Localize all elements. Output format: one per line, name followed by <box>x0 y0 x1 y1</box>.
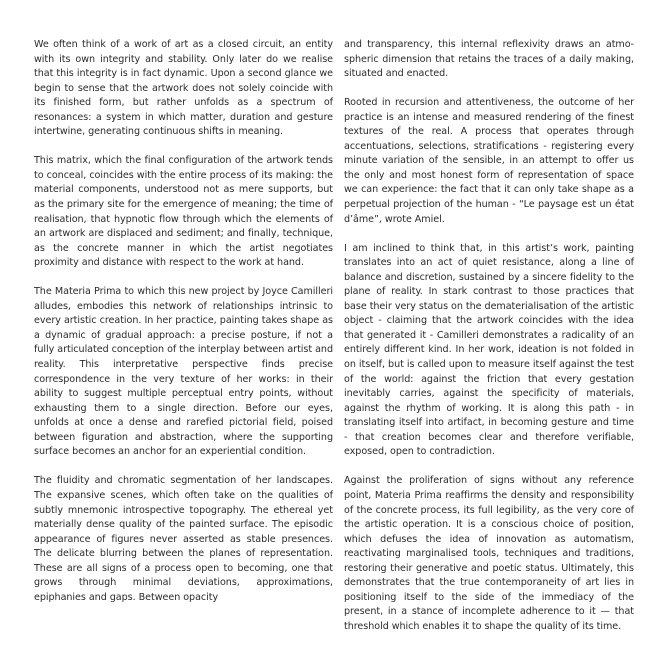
paragraph-materia-prima: The Materia Prima to which this new project by Joyce Camilleri alludes, embodies this network of relationships intrinsic to every artistic creation. In her practice, painting takes shape as a dynamic of gradual approach: a precise posture, if not a fully articulated conception of the interplay between artist and reality. This interpretative perspective finds precise correspondence in the very texture of her works: in their ability to suggest multiple perceptual entry points, without exhausting them to a single direction. Before our eyes, unfolds at once a dense and rarefied pictorial field, poised between figuration and abstraction, where the supporting surface becomes an anchor for an experiential condition. <box>34 286 333 458</box>
paragraph-transparency: and transparency, this internal reflexivity draws an atmospheric dimension that retains the traces of a daily making, situated and enacted. <box>344 39 634 80</box>
paragraph-quiet-resistance: I am inclined to think that, in this artist’s work, painting translates into an act of quiet resistance, along a line of balance and discretion, sustained by a sincere fidelity to the plane of reality. In stark contrast to those practices that base their very status on the dematerialisation of the artistic object - claiming that the artwork coincides with the idea that generated it - Camilleri demonstrates a radicality of an entirely different kind. In her work, ideation is not folded in on itself, but is called upon to measure itself against the test of the world: against the friction that every gestation inevitably carries, against the specificity of materials, against the rhythm of working. It is along this path - in translating itself into artifact, in becoming gesture and time - that creation becomes clear and therefore verifiable, exposed, open to contradiction. <box>344 242 634 458</box>
paragraph-matrix: This matrix, which the final configuration of the artwork tends to conceal, coincides with the entire process of its making: the material components, understood not as mere supports, but as the primary site for the emergence of meaning; the time of realisation, that hypnotic flow through which the elements of an artwork are displaced and sediment; and finally, technique, as the concrete manner in which the artist negotiates proximity and distance with respect to the work at hand. <box>34 155 333 269</box>
paragraph-recursion: Rooted in recursion and attentiveness, the outcome of her practice is an intense and measured rendering of the finest textures of the real. A process that operates through accentuations, selections, stratifications - registering every minute variation of the sensible, in an attempt to offer us the only and most honest form of representation of space we can experience: the fact that it can only take shape as a perpetual projection of the human - “Le paysage est un état d’âme”, wrote Amiel. <box>344 97 634 225</box>
paragraph-artwork-closed-circuit: We often think of a work of art as a closed circuit, an entity with its own integrity and stability. Only later do we realise that this integrity is in fact dynamic. Upon a second glance we begin to sense that the artwork does not solely coincide with its finished form, but rather unfolds as a spectrum of resonances: a system in which matter, duration and gesture intertwine, generating continuous shifts in meaning. <box>34 39 333 138</box>
right-text-column <box>344 38 634 649</box>
paragraph-proliferation-of-signs: Against the proliferation of signs without any reference point, Materia Prima reaffirms the density and responsibility of the concrete process, its full legibility, as the very core of the artistic operation. It is a conscious choice of position, which defuses the idea of innovation as automatism, reactivating marginalised tools, techniques and traditions, restoring their generative and poetic status. Ultimately, this demonstrates that the true contemporaneity of art lies in positioning itself to the side of the immediacy of the present, in a stance of incomplete adherence to it — that threshold which enables it to shape the quality of its time. <box>344 475 634 632</box>
paragraph-fluidity: The fluidity and chromatic segmentation of her landscapes. The expansive scenes, which often take on the qualities of subtly mnemonic introspective topography. The ethereal yet materially dense quality of the painted surface. The episodic appearance of figures never asserted as stable presences. The delicate blurring between the planes of representation. These are all signs of a process open to becoming, one that grows through minimal deviations, approximations, epiphanies and gaps. Between opacity <box>34 475 333 603</box>
left-text-column <box>34 38 333 620</box>
